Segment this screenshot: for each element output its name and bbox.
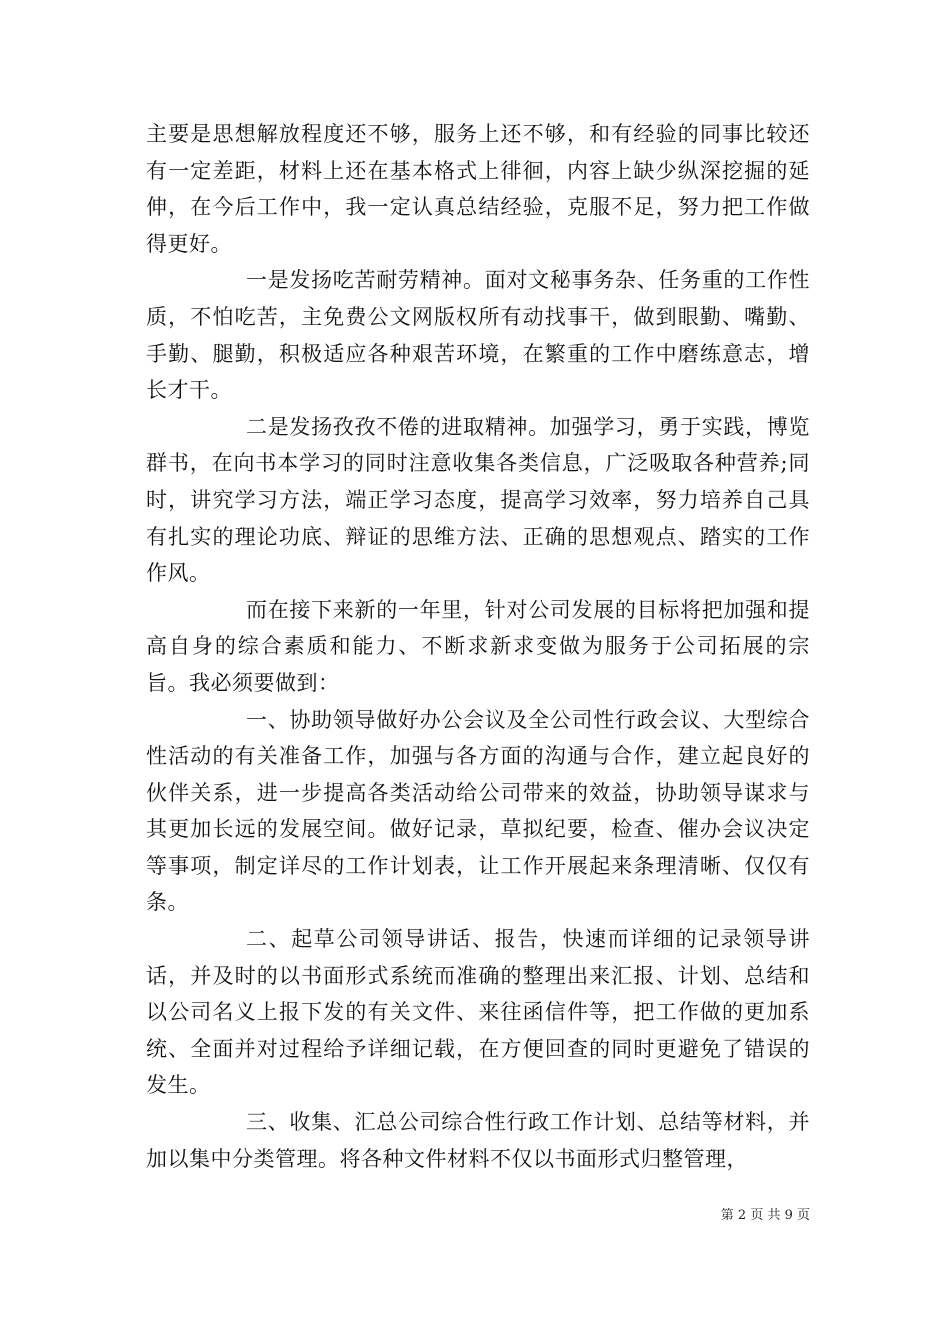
paragraph-new-year-goals: 而在接下来新的一年里，针对公司发展的目标将把加强和提高自身的综合素质和能力、不断求新求变做为服务于公司拓展的宗旨。我必须要做到： [146,597,810,695]
paragraph-item-three: 三、收集、汇总公司综合性行政工作计划、总结等材料，并加以集中分类管理。将各种文件材料不仅以书面形式归整管理， [146,1110,810,1171]
paragraph-enterprising-spirit: 二是发扬孜孜不倦的进取精神。加强学习，勇于实践，博览群书，在向书本学习的同时注意收集各类信息，广泛吸取各种营养;同时，讲究学习方法，端正学习态度，提高学习效率，努力培养自己具有扎实的理论功底、辩证的思维方法、正确的思想观点、踏实的工作作风。 [146,414,810,586]
document-body [146,116,810,1177]
page-number: 第 2 页 共 9 页 [720,1208,810,1223]
paragraph-item-two: 二、起草公司领导讲话、报告，快速而详细的记录领导讲话，并及时的以书面形式系统而准确的整理出来汇报、计划、总结和以公司名义上报下发的有关文件、来往函信件等，把工作做的更加系统、全面并对过程给予详细记载，在方便回查的同时更避免了错误的发生。 [146,927,810,1098]
paragraph-item-one: 一、协助领导做好办公会议及全公司性行政会议、大型综合性活动的有关准备工作，加强与各方面的沟通与合作，建立起良好的伙伴关系，进一步提高各类活动给公司带来的效益，协助领导谋求与其更加长远的发展空间。做好记录，草拟纪要，检查、催办会议决定等事项，制定详尽的工作计划表，让工作开展起来条理清晰、仅仅有条。 [146,707,810,915]
paragraph-continuation: 主要是思想解放程度还不够，服务上还不够，和有经验的同事比较还有一定差距，材料上还在基本格式上徘徊，内容上缺少纵深挖掘的延伸，在今后工作中，我一定认真总结经验，克服不足，努力把工作做得更好。 [146,122,810,256]
paragraph-hardworking-spirit: 一是发扬吃苦耐劳精神。面对文秘事务杂、任务重的工作性质，不怕吃苦，主免费公文网版权所有动找事干，做到眼勤、嘴勤、手勤、腿勤，积极适应各种艰苦环境，在繁重的工作中磨练意志，增长才干。 [146,268,810,403]
